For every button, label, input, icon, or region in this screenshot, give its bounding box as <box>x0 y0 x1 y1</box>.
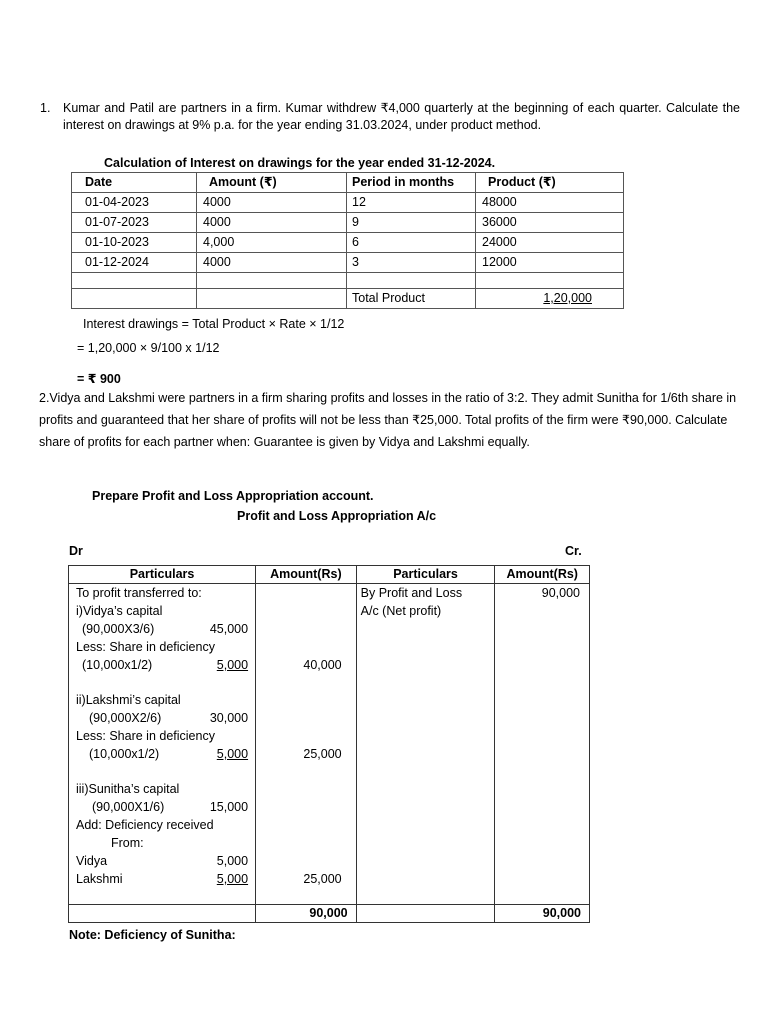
total-debit: 90,000 <box>256 905 357 923</box>
cell-product: 36000 <box>476 213 624 233</box>
column-header-particulars-cr: Particulars <box>356 566 495 584</box>
debit-line: Less: Share in deficiency <box>76 640 215 654</box>
debit-line: (90,000X2/6) <box>89 711 162 725</box>
debit-value: 5,000 <box>216 747 249 761</box>
table-row <box>72 213 624 233</box>
table-body-row <box>69 584 590 905</box>
cell-amount: 4000 <box>197 213 347 233</box>
table-row <box>72 193 624 213</box>
formula-result: = ₹ 900 <box>77 372 121 386</box>
cell-date: 01-12-2024 <box>72 253 197 273</box>
cell-product: 48000 <box>476 193 624 213</box>
question-1 <box>40 100 740 134</box>
debit-line: (90,000X1/6) <box>92 800 165 814</box>
table-row-blank <box>72 273 624 289</box>
question-1-text: Kumar and Patil are partners in a firm. Kumar withdrew ₹4,000 quarterly at the beginning of each quarter. Calculate the interest on drawings at 9% p.a. for the year ending 31.03.2024, under product method. <box>63 101 740 132</box>
table-total-row <box>72 289 624 309</box>
column-header-amount-dr: Amount(Rs) <box>256 566 357 584</box>
debit-line: (10,000x1/2) <box>82 658 153 672</box>
debit-value: 30,000 <box>209 711 249 725</box>
cell-amount: 4000 <box>197 253 347 273</box>
dr-label: Dr <box>69 544 83 558</box>
cell-period: 12 <box>347 193 476 213</box>
table-header-row <box>72 173 624 193</box>
debit-line: iii)Sunitha’s capital <box>76 782 180 796</box>
debit-value: 5,000 <box>216 658 249 672</box>
column-header-period: Period in months <box>347 173 476 193</box>
total-credit: 90,000 <box>495 905 590 923</box>
cell-amount: 4,000 <box>197 233 347 253</box>
debit-value: 15,000 <box>209 800 249 814</box>
table-header-row <box>69 566 590 584</box>
cell-date: 01-07-2023 <box>72 213 197 233</box>
debit-line: Lakshmi <box>76 872 123 886</box>
debit-line: (90,000X3/6) <box>82 622 155 636</box>
credit-amount: 90,000 <box>541 586 580 600</box>
table-row <box>72 253 624 273</box>
debit-line: To profit transferred to: <box>76 586 202 600</box>
debit-line: Add: Deficiency received <box>76 818 214 832</box>
debit-line: (10,000x1/2) <box>89 747 160 761</box>
question-1-number: 1. <box>40 101 51 115</box>
debit-amount: 25,000 <box>303 747 342 761</box>
cell-product: 12000 <box>476 253 624 273</box>
cell-product: 24000 <box>476 233 624 253</box>
credit-amounts <box>495 584 590 905</box>
credit-line: By Profit and Loss <box>360 586 463 600</box>
cell-amount: 4000 <box>197 193 347 213</box>
credit-line: A/c (Net profit) <box>360 604 442 618</box>
debit-value: 5,000 <box>216 854 249 868</box>
cell-date: 01-04-2023 <box>72 193 197 213</box>
cell-period: 3 <box>347 253 476 273</box>
debit-amount: 40,000 <box>303 658 342 672</box>
debit-value: 45,000 <box>209 622 249 636</box>
cell-period: 6 <box>347 233 476 253</box>
note: Note: Deficiency of Sunitha: <box>69 928 236 942</box>
instruction: Prepare Profit and Loss Appropriation account. <box>92 489 374 503</box>
debit-amounts <box>256 584 357 905</box>
table-total-row <box>69 905 590 923</box>
interest-table <box>71 172 624 309</box>
cell-period: 9 <box>347 213 476 233</box>
debit-line: Less: Share in deficiency <box>76 729 215 743</box>
debit-value: 5,000 <box>216 872 249 886</box>
table-row <box>72 233 624 253</box>
debit-line: i)Vidya’s capital <box>76 604 163 618</box>
formula-line-1: Interest drawings = Total Product × Rate × 1/12 <box>83 317 345 331</box>
debit-line: Vidya <box>76 854 108 868</box>
account-title: Profit and Loss Appropriation A/c <box>237 509 437 523</box>
column-header-product: Product (₹) <box>476 173 624 193</box>
column-header-amount-cr: Amount(Rs) <box>495 566 590 584</box>
column-header-particulars-dr: Particulars <box>69 566 256 584</box>
credit-particulars <box>356 584 495 905</box>
question-2-text: 2.Vidya and Lakshmi were partners in a firm sharing profits and losses in the ratio of 3:2. They admit Sunitha for 1/6th share in profits and guaranteed that her share of profits will not be less than ₹25,000. Total profits of the firm were ₹90,000. Calculate share of profits for each partner when: Guarantee is given by Vidya and Lakshmi equally. <box>39 391 737 449</box>
total-product-value: 1,20,000 <box>543 291 592 305</box>
debit-particulars <box>69 584 256 905</box>
debit-line: ii)Lakshmi’s capital <box>76 693 181 707</box>
column-header-amount: Amount (₹) <box>197 173 347 193</box>
cell-date: 01-10-2023 <box>72 233 197 253</box>
formula-line-2: = 1,20,000 × 9/100 x 1/12 <box>77 341 220 355</box>
cr-label: Cr. <box>565 544 582 558</box>
debit-amount: 25,000 <box>303 872 342 886</box>
debit-line: From: <box>111 836 144 850</box>
table-caption: Calculation of Interest on drawings for the year ended 31-12-2024. <box>104 156 496 170</box>
appropriation-account-table <box>68 565 590 923</box>
total-product-label: Total Product <box>347 289 476 309</box>
column-header-date: Date <box>72 173 197 193</box>
